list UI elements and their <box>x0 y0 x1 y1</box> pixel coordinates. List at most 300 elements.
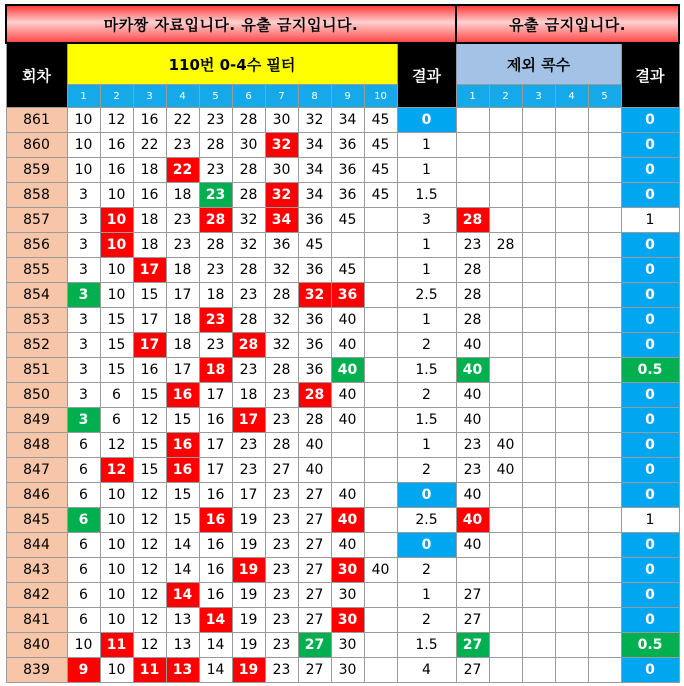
exclude-number-cell <box>588 658 621 683</box>
filter-number-cell <box>364 658 397 683</box>
round-number: 861 <box>6 108 67 133</box>
filter-number-cell: 28 <box>265 433 298 458</box>
result2-cell: 0 <box>621 183 679 208</box>
filter-number-cell: 28 <box>232 308 265 333</box>
result-cell: 0 <box>397 533 456 558</box>
filter-number-cell: 3 <box>67 258 100 283</box>
exclude-number-cell <box>555 433 588 458</box>
filter-number-cell: 23 <box>265 483 298 508</box>
exclude-number-cell: 40 <box>456 383 489 408</box>
filter-number-cell: 18 <box>166 333 199 358</box>
filter-number-cell: 28 <box>298 408 331 433</box>
filter-number-cell <box>331 458 364 483</box>
filter-number-cell: 15 <box>100 308 133 333</box>
exclude-number-cell <box>522 308 555 333</box>
filter-number-cell: 17 <box>199 433 232 458</box>
filter-number-cell: 17 <box>166 283 199 308</box>
filter-number-cell: 19 <box>232 608 265 633</box>
table-row <box>6 383 679 408</box>
filter-number-cell: 3 <box>67 333 100 358</box>
exclude-number-cell <box>588 258 621 283</box>
exclude-number-cell: 28 <box>489 233 522 258</box>
filter-number-cell: 17 <box>199 383 232 408</box>
result2-cell: 0 <box>621 558 679 583</box>
filter-number-cell: 27 <box>298 608 331 633</box>
filter-number-cell: 18 <box>133 208 166 233</box>
exclude-number-cell: 28 <box>456 308 489 333</box>
exclude-number-cell <box>456 558 489 583</box>
table-row <box>6 508 679 533</box>
lotto-filter-table <box>5 4 680 683</box>
filter-number-cell: 3 <box>67 208 100 233</box>
filter-number-cell: 10 <box>100 233 133 258</box>
filter-number-cell: 45 <box>331 208 364 233</box>
exclude-col-number: 5 <box>588 85 621 108</box>
exclude-number-cell <box>588 508 621 533</box>
exclude-number-cell: 23 <box>456 433 489 458</box>
filter-number-cell: 40 <box>298 433 331 458</box>
exclude-number-cell: 40 <box>456 333 489 358</box>
exclude-col-number: 4 <box>555 85 588 108</box>
filter-number-cell: 16 <box>100 158 133 183</box>
filter-number-cell: 10 <box>100 483 133 508</box>
exclude-number-cell <box>522 158 555 183</box>
exclude-number-cell <box>588 108 621 133</box>
exclude-number-cell <box>522 208 555 233</box>
exclude-number-cell: 23 <box>456 233 489 258</box>
filter-number-cell: 30 <box>331 633 364 658</box>
filter-number-cell: 32 <box>265 308 298 333</box>
filter-number-cell: 40 <box>331 308 364 333</box>
round-number: 852 <box>6 333 67 358</box>
exclude-number-cell <box>588 233 621 258</box>
filter-number-cell: 15 <box>100 358 133 383</box>
filter-number-cell: 3 <box>67 308 100 333</box>
filter-number-cell: 11 <box>133 658 166 683</box>
filter-number-cell: 36 <box>298 258 331 283</box>
filter-number-cell: 30 <box>331 558 364 583</box>
filter-number-cell: 30 <box>331 583 364 608</box>
filter-number-cell: 15 <box>166 483 199 508</box>
filter-number-cell: 6 <box>67 558 100 583</box>
exclude-number-cell <box>489 208 522 233</box>
exclude-number-cell <box>522 233 555 258</box>
table-row <box>6 558 679 583</box>
filter-number-cell: 17 <box>133 333 166 358</box>
exclude-number-cell <box>555 183 588 208</box>
filter-number-cell: 12 <box>133 533 166 558</box>
filter-number-cell: 17 <box>133 258 166 283</box>
filter-number-cell: 19 <box>232 533 265 558</box>
filter-number-cell <box>364 633 397 658</box>
filter-number-cell <box>364 608 397 633</box>
filter-number-cell: 6 <box>100 408 133 433</box>
result-cell: 1 <box>397 158 456 183</box>
filter-number-cell <box>364 583 397 608</box>
result-cell: 0 <box>397 108 456 133</box>
filter-number-cell: 16 <box>133 358 166 383</box>
filter-number-cell: 18 <box>199 283 232 308</box>
filter-number-cell: 17 <box>232 408 265 433</box>
result-cell: 1 <box>397 433 456 458</box>
exclude-number-cell <box>555 533 588 558</box>
exclude-number-cell <box>489 358 522 383</box>
filter-number-cell: 14 <box>166 558 199 583</box>
filter-number-cell: 15 <box>133 433 166 458</box>
round-number: 860 <box>6 133 67 158</box>
exclude-number-cell <box>555 108 588 133</box>
table-row <box>6 208 679 233</box>
table-row <box>6 658 679 683</box>
filter-number-cell: 23 <box>199 258 232 283</box>
filter-number-cell: 32 <box>265 333 298 358</box>
table-row <box>6 458 679 483</box>
exclude-number-cell <box>588 558 621 583</box>
table-row <box>6 633 679 658</box>
filter-number-cell: 16 <box>199 483 232 508</box>
filter-number-cell: 30 <box>331 658 364 683</box>
table-row <box>6 333 679 358</box>
exclude-number-cell <box>588 433 621 458</box>
filter-number-cell: 28 <box>232 183 265 208</box>
result2-cell: 0.5 <box>621 358 679 383</box>
exclude-number-cell <box>522 658 555 683</box>
filter-number-cell: 15 <box>133 383 166 408</box>
result2-cell: 0 <box>621 333 679 358</box>
exclude-number-cell <box>522 258 555 283</box>
filter-number-cell: 14 <box>199 633 232 658</box>
round-number: 842 <box>6 583 67 608</box>
exclude-number-cell <box>522 383 555 408</box>
filter-number-cell: 12 <box>133 633 166 658</box>
filter-number-cell: 23 <box>199 308 232 333</box>
exclude-number-cell <box>522 183 555 208</box>
filter-number-cell: 16 <box>199 533 232 558</box>
exclude-number-cell <box>522 108 555 133</box>
exclude-number-cell <box>555 608 588 633</box>
exclude-number-cell <box>555 258 588 283</box>
exclude-number-cell <box>555 233 588 258</box>
filter-number-cell: 36 <box>298 333 331 358</box>
round-number: 847 <box>6 458 67 483</box>
filter-number-cell <box>364 383 397 408</box>
filter-number-cell: 27 <box>298 558 331 583</box>
exclude-number-cell <box>588 158 621 183</box>
filter-number-cell: 23 <box>265 558 298 583</box>
filter-number-cell: 14 <box>199 658 232 683</box>
filter-number-cell: 10 <box>100 258 133 283</box>
exclude-number-cell <box>555 358 588 383</box>
filter-number-cell: 23 <box>166 208 199 233</box>
filter-number-cell: 40 <box>331 383 364 408</box>
filter-number-cell: 28 <box>265 283 298 308</box>
table-row <box>6 308 679 333</box>
exclude-number-cell <box>522 533 555 558</box>
result2-cell: 0 <box>621 483 679 508</box>
filter-number-cell: 14 <box>166 533 199 558</box>
exclude-number-cell <box>489 408 522 433</box>
filter-number-cell: 32 <box>298 108 331 133</box>
filter-number-cell: 23 <box>265 383 298 408</box>
filter-number-cell: 23 <box>232 458 265 483</box>
round-number: 851 <box>6 358 67 383</box>
filter-number-cell: 6 <box>67 483 100 508</box>
table-row <box>6 183 679 208</box>
round-number: 844 <box>6 533 67 558</box>
exclude-number-cell: 40 <box>456 483 489 508</box>
result-cell: 3 <box>397 208 456 233</box>
result2-cell: 1 <box>621 208 679 233</box>
round-header: 회차 <box>6 43 67 108</box>
filter-number-cell: 6 <box>67 533 100 558</box>
exclude-number-cell <box>555 583 588 608</box>
exclude-number-cell: 40 <box>489 433 522 458</box>
result-cell: 2 <box>397 608 456 633</box>
filter-number-cell: 6 <box>67 608 100 633</box>
filter-number-cell <box>364 433 397 458</box>
filter-number-cell: 17 <box>133 308 166 333</box>
exclude-number-cell <box>489 558 522 583</box>
table-row <box>6 283 679 308</box>
exclude-number-cell <box>555 633 588 658</box>
exclude-number-cell <box>555 208 588 233</box>
filter-number-cell: 36 <box>331 133 364 158</box>
filter-number-cell: 22 <box>166 158 199 183</box>
filter-number-cell: 34 <box>298 133 331 158</box>
exclude-number-cell <box>588 308 621 333</box>
result2-cell: 0 <box>621 408 679 433</box>
filter-number-cell: 45 <box>331 258 364 283</box>
filter-col-number: 7 <box>265 85 298 108</box>
exclude-number-cell <box>522 283 555 308</box>
result2-cell: 1 <box>621 508 679 533</box>
exclude-number-cell <box>522 633 555 658</box>
result-cell: 1.5 <box>397 358 456 383</box>
result-cell: 0 <box>397 483 456 508</box>
filter-number-cell: 23 <box>232 433 265 458</box>
filter-number-cell: 18 <box>133 158 166 183</box>
filter-number-cell: 32 <box>298 283 331 308</box>
filter-number-cell: 36 <box>298 308 331 333</box>
filter-number-cell: 3 <box>67 383 100 408</box>
table-row <box>6 533 679 558</box>
filter-number-cell: 16 <box>133 108 166 133</box>
filter-number-cell: 15 <box>166 408 199 433</box>
filter-number-cell <box>364 408 397 433</box>
filter-number-cell: 12 <box>100 433 133 458</box>
result-cell: 2 <box>397 558 456 583</box>
filter-number-cell: 45 <box>298 233 331 258</box>
filter-number-cell: 15 <box>133 458 166 483</box>
round-number: 858 <box>6 183 67 208</box>
exclude-col-number: 3 <box>522 85 555 108</box>
filter-number-cell <box>364 358 397 383</box>
round-number: 839 <box>6 658 67 683</box>
filter-number-cell: 45 <box>364 133 397 158</box>
exclude-number-cell <box>588 333 621 358</box>
filter-number-cell: 27 <box>298 583 331 608</box>
filter-number-cell: 45 <box>364 158 397 183</box>
filter-number-cell: 40 <box>331 333 364 358</box>
filter-number-cell: 40 <box>331 408 364 433</box>
exclude-number-cell <box>588 633 621 658</box>
filter-number-cell: 32 <box>232 233 265 258</box>
filter-number-cell: 45 <box>364 183 397 208</box>
filter-number-cell: 40 <box>331 508 364 533</box>
filter-number-cell: 36 <box>331 183 364 208</box>
filter-number-cell: 10 <box>67 633 100 658</box>
filter-number-cell: 34 <box>298 158 331 183</box>
filter-number-cell: 11 <box>100 633 133 658</box>
filter-number-cell: 12 <box>133 583 166 608</box>
filter-number-cell: 23 <box>265 583 298 608</box>
filter-number-cell: 3 <box>67 408 100 433</box>
filter-number-cell: 22 <box>133 133 166 158</box>
filter-number-cell: 36 <box>298 208 331 233</box>
filter-number-cell: 30 <box>265 108 298 133</box>
round-number: 853 <box>6 308 67 333</box>
filter-header: 110번 0-4수 필터 <box>67 43 397 85</box>
exclude-number-cell <box>489 308 522 333</box>
exclude-number-cell <box>588 283 621 308</box>
filter-number-cell: 16 <box>166 458 199 483</box>
filter-number-cell: 10 <box>100 533 133 558</box>
filter-number-cell: 17 <box>199 458 232 483</box>
result2-cell: 0 <box>621 433 679 458</box>
exclude-number-cell <box>588 133 621 158</box>
filter-number-cell: 6 <box>67 508 100 533</box>
exclude-number-cell <box>588 408 621 433</box>
filter-number-cell: 36 <box>265 233 298 258</box>
exclude-number-cell: 40 <box>489 458 522 483</box>
filter-number-cell: 16 <box>133 183 166 208</box>
exclude-number-cell <box>555 658 588 683</box>
exclude-number-cell <box>555 483 588 508</box>
filter-number-cell: 23 <box>265 658 298 683</box>
exclude-number-cell <box>522 608 555 633</box>
filter-number-cell: 10 <box>100 508 133 533</box>
round-number: 857 <box>6 208 67 233</box>
filter-number-cell: 28 <box>232 258 265 283</box>
exclude-number-cell <box>489 158 522 183</box>
filter-number-cell: 27 <box>265 458 298 483</box>
filter-number-cell: 17 <box>166 358 199 383</box>
filter-number-cell: 14 <box>199 608 232 633</box>
filter-number-cell: 23 <box>199 108 232 133</box>
exclude-number-cell <box>489 633 522 658</box>
exclude-number-cell <box>489 583 522 608</box>
filter-number-cell: 40 <box>331 483 364 508</box>
result-cell: 1 <box>397 233 456 258</box>
round-number: 841 <box>6 608 67 633</box>
filter-number-cell: 30 <box>232 133 265 158</box>
filter-number-cell: 13 <box>166 658 199 683</box>
filter-number-cell: 34 <box>265 208 298 233</box>
exclude-number-cell <box>555 158 588 183</box>
filter-number-cell: 10 <box>100 283 133 308</box>
exclude-number-cell <box>456 158 489 183</box>
filter-number-cell: 36 <box>331 283 364 308</box>
exclude-number-cell <box>456 108 489 133</box>
exclude-number-cell <box>489 258 522 283</box>
filter-number-cell: 18 <box>199 358 232 383</box>
filter-number-cell: 23 <box>199 158 232 183</box>
filter-number-cell <box>364 508 397 533</box>
result2-cell: 0.5 <box>621 633 679 658</box>
filter-number-cell: 32 <box>265 258 298 283</box>
exclude-number-cell <box>522 458 555 483</box>
filter-number-cell: 6 <box>67 583 100 608</box>
result2-cell: 0 <box>621 133 679 158</box>
filter-number-cell: 36 <box>331 158 364 183</box>
table-row <box>6 433 679 458</box>
exclude-number-cell: 23 <box>456 458 489 483</box>
filter-col-number: 8 <box>298 85 331 108</box>
filter-number-cell: 28 <box>232 158 265 183</box>
exclude-col-number: 1 <box>456 85 489 108</box>
exclude-number-cell <box>522 583 555 608</box>
filter-number-cell: 15 <box>166 508 199 533</box>
round-number: 856 <box>6 233 67 258</box>
result2-cell: 0 <box>621 383 679 408</box>
filter-number-cell: 10 <box>67 108 100 133</box>
exclude-number-cell <box>588 608 621 633</box>
filter-number-cell: 19 <box>232 508 265 533</box>
filter-number-cell: 23 <box>265 508 298 533</box>
result2-cell: 0 <box>621 108 679 133</box>
result2-cell: 0 <box>621 458 679 483</box>
filter-number-cell: 12 <box>133 508 166 533</box>
exclude-number-cell <box>489 133 522 158</box>
filter-number-cell: 22 <box>166 108 199 133</box>
exclude-number-cell <box>588 533 621 558</box>
filter-number-cell: 19 <box>232 633 265 658</box>
filter-col-number: 4 <box>166 85 199 108</box>
exclude-number-cell <box>555 133 588 158</box>
filter-number-cell: 9 <box>67 658 100 683</box>
result-cell: 4 <box>397 658 456 683</box>
filter-col-number: 6 <box>232 85 265 108</box>
filter-number-cell: 3 <box>67 358 100 383</box>
filter-number-cell: 30 <box>265 158 298 183</box>
result-cell: 2 <box>397 333 456 358</box>
filter-number-cell: 18 <box>133 233 166 258</box>
result-cell: 1 <box>397 308 456 333</box>
filter-number-cell: 12 <box>100 458 133 483</box>
table-row <box>6 158 679 183</box>
table-row <box>6 483 679 508</box>
round-number: 843 <box>6 558 67 583</box>
filter-number-cell: 34 <box>331 108 364 133</box>
exclude-number-cell <box>555 558 588 583</box>
filter-number-cell: 30 <box>331 608 364 633</box>
filter-number-cell: 23 <box>265 533 298 558</box>
exclude-number-cell: 28 <box>456 258 489 283</box>
filter-number-cell: 10 <box>100 183 133 208</box>
exclude-number-cell <box>522 133 555 158</box>
filter-number-cell: 23 <box>166 133 199 158</box>
filter-number-cell: 27 <box>298 633 331 658</box>
title-banner-left: 마카짱 자료입니다. 유출 금지입니다. <box>6 5 456 43</box>
filter-number-cell: 3 <box>67 183 100 208</box>
exclude-number-cell <box>456 133 489 158</box>
filter-number-cell: 45 <box>364 108 397 133</box>
filter-number-cell: 19 <box>232 658 265 683</box>
table-row <box>6 233 679 258</box>
filter-number-cell: 32 <box>265 183 298 208</box>
exclude-number-cell <box>456 183 489 208</box>
filter-number-cell: 27 <box>298 508 331 533</box>
